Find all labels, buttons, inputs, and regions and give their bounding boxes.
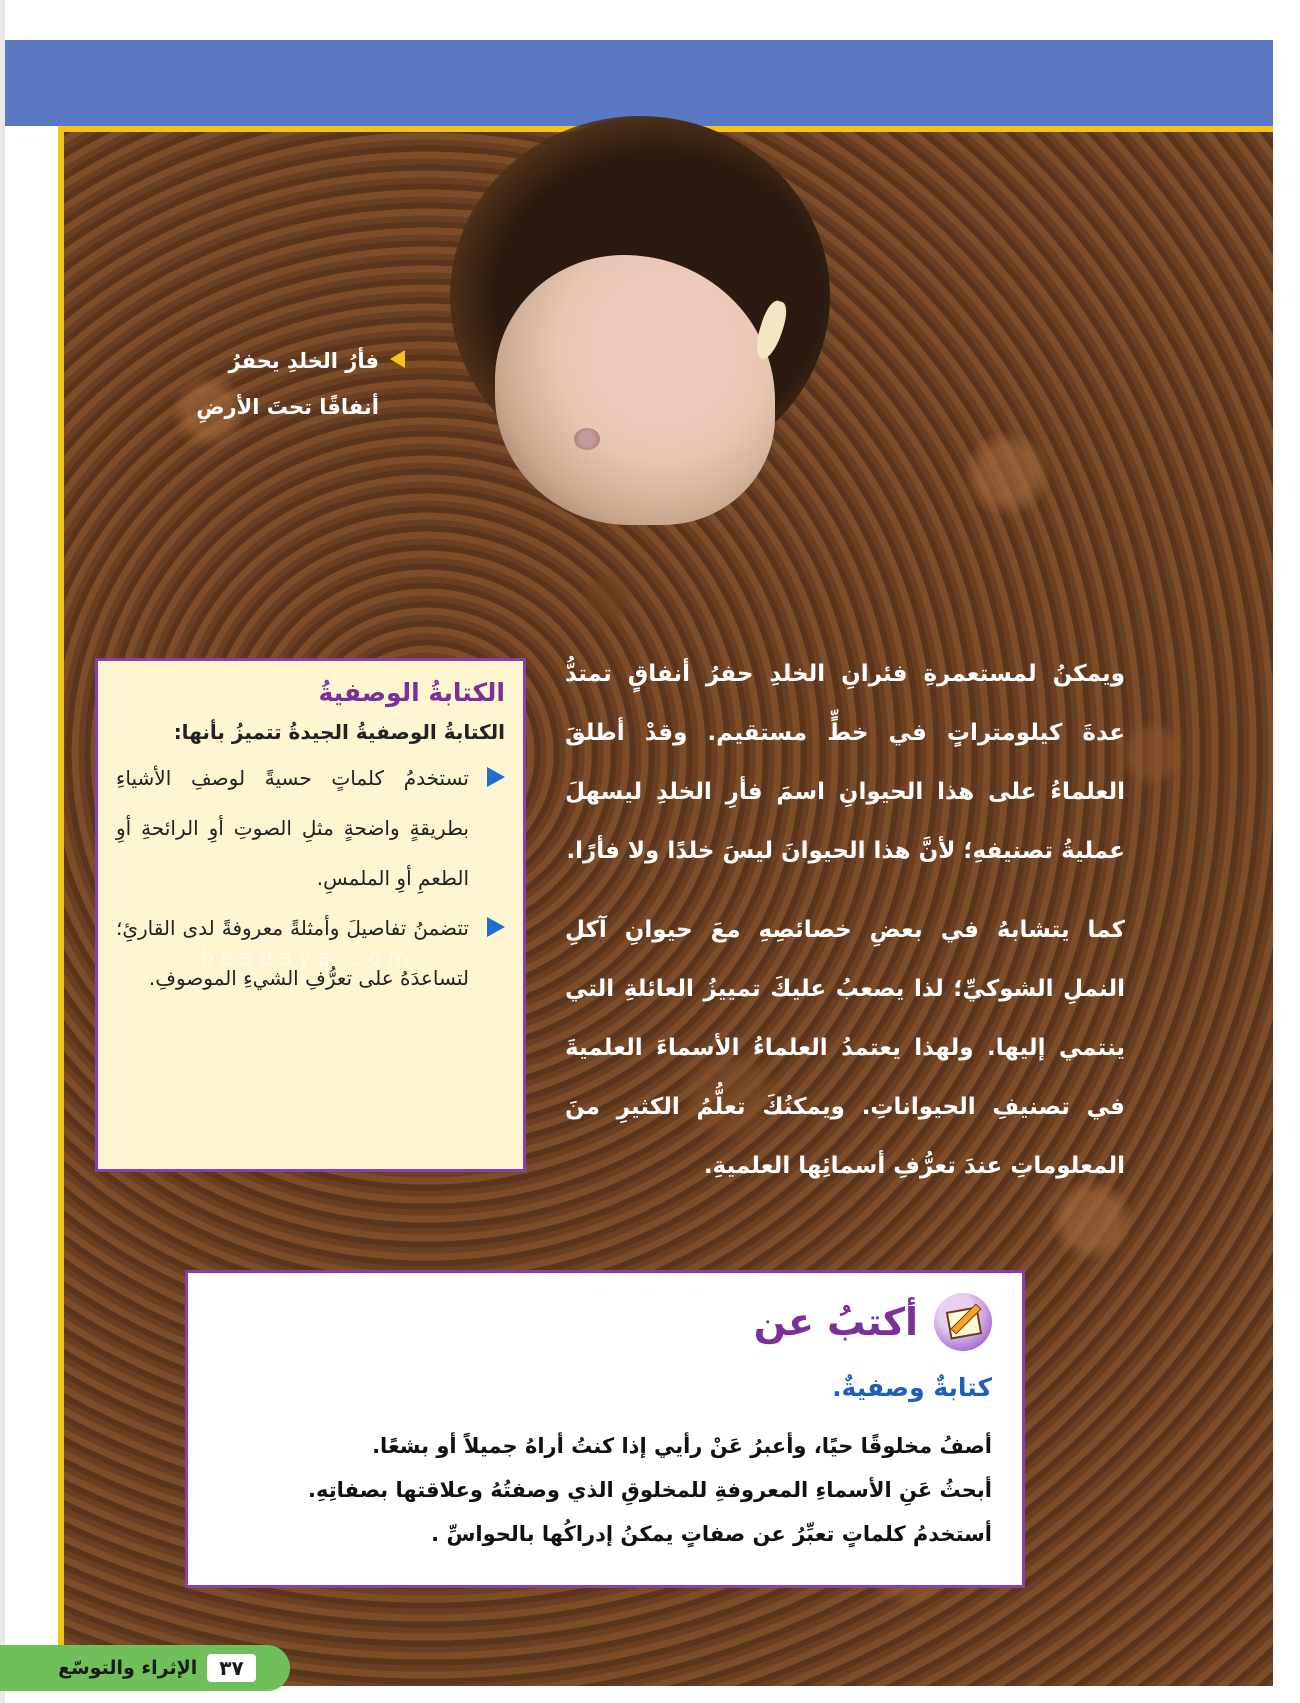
mole-eye	[574, 428, 600, 450]
write-about-box	[185, 1270, 1025, 1588]
sidebar-title: الكتابةُ الوصفيةُ	[318, 678, 505, 707]
sidebar-item: تتضمنُ تفاصيلَ وأمثلةً معروفةً لدى القارئِ؛ لتساعدَهُ على تعرُّفِ الشيءِ الموصوفِ.	[116, 903, 505, 1003]
main-text	[565, 645, 1125, 1216]
write-about-subtitle: كتابةٌ وصفيةٌ.	[832, 1373, 992, 1402]
photo-caption: فأرُ الخلدِ يحفرُ أنفاقًا تحتَ الأرضِ	[190, 338, 405, 430]
header-band	[5, 40, 1273, 126]
write-about-title: أكتبُ عن	[753, 1300, 918, 1344]
paragraph-2: كما يتشابهُ في بعضِ خصائصِهِ معَ حيوانِ آكلِ النملِ الشوكيِّ؛ لذا يصعبُ عليكَ تمييزُ العائلةِ التي ينتمي إليها. ولهذا يعتمدُ العلماءُ الأسماءَ العلميةَ في تصنيفِ الحيواناتِ. ويمكنُكَ تعلُّمُ الكثيرِ منَ المعلوماتِ عندَ تعرُّفِ أسمائِها العلميةِ.	[565, 917, 1125, 1179]
writing-pencil-icon	[934, 1293, 992, 1351]
sidebar-item: تستخدمُ كلماتٍ حسيةً لوصفِ الأشياءِ بطريقةٍ واضحةٍ مثلِ الصوتِ أوِ الرائحةِ أوِ الطعمِ أوِ الملمسِ.	[116, 753, 505, 903]
write-about-line: أصفُ مخلوقًا حيًا، وأعبرُ عَنْ رأيي إذا كنتُ أراهُ جميلاً أو بشعًا.	[372, 1434, 992, 1458]
paragraph-1: ويمكنُ لمستعمرةِ فئرانِ الخلدِ حفرُ أنفاقٍ تمتدُّ عدةَ كيلومتراتٍ في خطٍّ مستقيم. وقدْ أطلقَ العلماءُ على هذا الحيوانِ اسمَ فأرِ الخلدِ ليسهلَ عمليةُ تصنيفهِ؛ لأنَّ هذا الحيوانَ ليسَ خلدًا ولا فأرًا.	[565, 661, 1125, 864]
bullet-triangle-icon	[487, 767, 505, 787]
section-label: الإثراء والتوسّع	[58, 1657, 198, 1679]
write-about-header	[218, 1289, 992, 1355]
sidebar-intro: الكتابةُ الوصفيةُ الجيدةُ تتميزُ بأنها:	[173, 720, 505, 744]
bullet-triangle-icon	[487, 917, 505, 937]
page-footer	[0, 1645, 290, 1691]
page-number: ٣٧	[207, 1654, 255, 1682]
descriptive-writing-sidebar	[95, 658, 526, 1172]
write-about-line: أبحثُ عَنِ الأسماءِ المعروفةِ للمخلوقِ الذي وصفتُهُ وعلاقتها بصفاتِهِ.	[308, 1478, 992, 1502]
page-edge	[0, 0, 5, 1703]
caption-arrow-icon	[390, 350, 405, 368]
write-about-line: أستخدمُ كلماتٍ تعبِّرُ عن صفاتٍ يمكنُ إدراكُها بالحواسِّ .	[431, 1522, 992, 1546]
watermark: beadaya.com	[200, 946, 415, 971]
